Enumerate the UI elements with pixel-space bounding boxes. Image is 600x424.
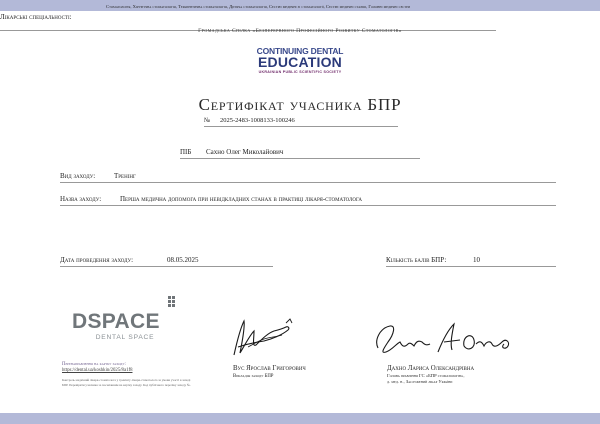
dspace-brand: DSPACE bbox=[72, 310, 160, 333]
specialties-value: Стоматологія, Хірургічна стоматологія, Терапевтична стоматологія, Дитяча стоматологія, Сестри медичні зі стоматології, Сестри медичні старші, Головні медичні сестри bbox=[106, 4, 411, 9]
cde-logo bbox=[248, 47, 352, 75]
link-note: Контроль медичний лікаря-стоматолога у тренінгу лікаря-стоматолога за умови участі в заході БПР. Перевірити учасника за посиланням на картку заходу. Код публічного переліку заходу №. bbox=[62, 378, 191, 387]
event-type-value: Тренінг bbox=[114, 172, 136, 180]
event-name-value: Перша медична допомога при невідкладних станах в практиці лікаря-стоматолога bbox=[120, 195, 363, 203]
event-name-label: Назва заходу: bbox=[60, 195, 102, 203]
signer-2 bbox=[387, 365, 474, 386]
event-card-link[interactable]: https://dental.ua/koshkin/2025/8a1f8 bbox=[62, 368, 133, 374]
date-value: 08.05.2025 bbox=[167, 256, 199, 264]
specialties-label: Лікарські спеціальності: bbox=[0, 13, 72, 21]
signature-2-icon bbox=[368, 318, 518, 360]
logo-line2: EDUCATION bbox=[258, 54, 342, 70]
dspace-sub: DENTAL SPACE bbox=[95, 334, 155, 341]
organization-name: Громадська Спілка «Безперервного Професійного Розвитку Стоматологів» bbox=[198, 28, 402, 34]
signer-1-role: Викладач заходу БПР bbox=[233, 374, 274, 379]
dspace-logo bbox=[72, 312, 178, 341]
certificate-number bbox=[204, 116, 398, 127]
date-row bbox=[60, 254, 273, 267]
signer-2-role-line2: д. мед. н., Заслужений лікар України bbox=[387, 379, 453, 385]
logo-line3: UKRAINIAN PUBLIC SCIENTIFIC SOCIETY bbox=[258, 70, 342, 74]
points-value: 10 bbox=[473, 256, 480, 264]
signer-1 bbox=[233, 365, 306, 381]
pib-value: Сахно Олег Миколайович bbox=[206, 148, 284, 156]
event-link-block bbox=[62, 362, 192, 387]
signature-1-icon bbox=[228, 317, 298, 361]
date-label: Дата проведення заходу: bbox=[60, 256, 134, 264]
logo-line1: CONTINUING DENTAL bbox=[256, 46, 344, 56]
pib-label: ПІБ bbox=[180, 148, 192, 156]
event-type-label: Вид заходу: bbox=[60, 172, 96, 180]
number-label: № bbox=[204, 117, 211, 124]
event-name-row bbox=[60, 193, 556, 206]
link-label: Перенаправлення на картку заходу: bbox=[62, 362, 126, 367]
number-value: 2025-2483-1008133-100246 bbox=[220, 117, 295, 124]
pib-row bbox=[180, 146, 420, 159]
signer-1-name: Вус Ярослав Григорович bbox=[233, 365, 306, 372]
points-label: Кількість балів БПР: bbox=[386, 256, 447, 264]
bottom-band bbox=[0, 413, 600, 424]
certificate-title: Сертифікат учасника БПР bbox=[198, 95, 402, 114]
event-type-row bbox=[60, 170, 556, 183]
signer-2-name: Дахно Лариса Олександрівна bbox=[387, 365, 475, 372]
signer-2-role-line1: Голова правління ГС «БПР стоматологів», bbox=[387, 373, 465, 378]
points-row bbox=[386, 254, 556, 267]
